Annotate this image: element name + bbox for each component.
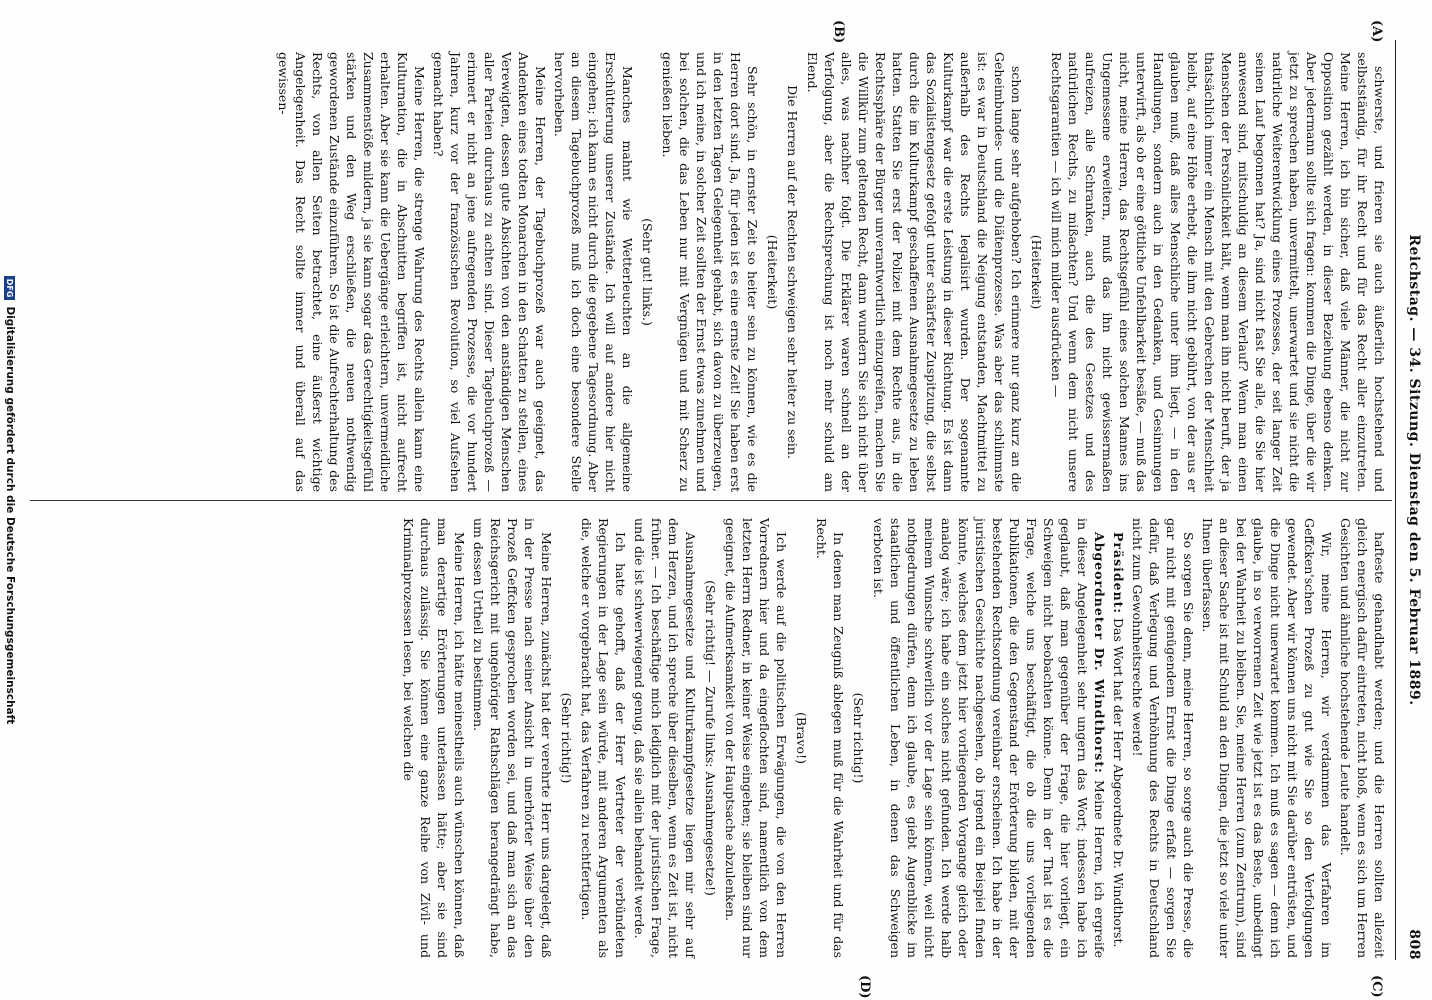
margin-note-a: (A) bbox=[1369, 20, 1384, 43]
body-paragraph: Ich werde auf die politischen Erwägungen, die von den Herren Vorrednern hier und da eingeflochten sind, namentlich von dem letzten Herrn Redner, in keiner Weise eingehen; sie bleiben sind nur geeignet, die Aufmerksamkeit von der Hauptsache abzulenken. bbox=[723, 518, 789, 958]
right-column bbox=[398, 518, 1388, 958]
body-paragraph: hafteste gehandhabt werden; und die Herren sollten allezeit gleich energisch dafür eintreten, nicht bloß, wenn es sich um Herren Gesichten und ähnliche hochstehende Leute handelt. bbox=[1338, 518, 1387, 958]
body-paragraph: Manches mahnt wie Wetterleuchten an die allgemeine Erschütterung unserer Zustände. Ich will auf andere hier nicht eingehen; ich kann es nicht durch die gegebene Tagesordnung. Aber an diesem Tagebuchprozeß muß ich doch eine besondere Stelle hervorheben. bbox=[552, 52, 635, 492]
footer-credit: Digitalisierung gefördert durch die Deutsche Forschungsgemeinschaft bbox=[4, 306, 16, 725]
speech-paragraph bbox=[1110, 518, 1127, 958]
page-header bbox=[1398, 40, 1424, 960]
speech-text: Das Wort hat der Herr Abgeordnete Dr. Windthorst. bbox=[1111, 618, 1126, 948]
body-paragraph: Wir, meine Herren, wir verdammen das Verfahren im Geffcken'schen Prozeß zu gut wie Sie so den Verfolgungen gewendet. Aber wir können uns nicht mit Sie darüber entrüsten, und die Dinge nicht unerwartet kommen. Ich muß es sagen — denn ich glaube, in so verworrenen Zeit wie jetzt ist es das Beste, unbedingt bei der Wahrheit zu bleiben. Sie, meine Herren (zum Zentrum), sind an dieser Sache ist mit Schuld an den Dingen, die jetzt so viele unter Ihnen überfassen. bbox=[1200, 518, 1334, 958]
body-paragraph: schon lange sehr aufgehoben? Ich erinnere nur ganz kurz an die Geheimbundes- und die Diätenprozesse. Was aber das schlimmste ist: es war in Deutschland die Neigung entstanden, Machtmittel zu außerhalb des Rechts legalisirt wurden. Der sogenannte Kulturkampf war die erste Leistung in dieser Richtung. Es ist dann das Sozialistengesetz gefolgt unter schärfster Zuspitzung, die selbst durch die im Kulturkampf geschaffenen Ausnahmegesetze zu leben hatten. Statten Sie erst der Polizei mit dem Rechte aus, in die Rechtssphäre der Bürger unverantwortlich einzugreifen, machen Sie die Willkür zum geltenden Recht, dann wundern Sie sich nicht über alles, was nachher folgt. Die Erklärer waren schnell an der Verfolgung, aber die Rechtsprechung ist noch mehr schuld am Elend. bbox=[805, 52, 1024, 492]
column-divider bbox=[30, 500, 1392, 501]
body-paragraph: Sehr schön, in ernster Zeit so heiter sein zu können, wie es die Herren dort sind. Ja, für jeden ist es eine ernste Zeit! Sie haben erst in den letzten Tagen Gelegenheit gehabt, sich davon zu überzeugen, und ich meine, in solcher Zeit sollten der Ernst etwas zunehmen und bei solchen, die das Leben nur mit Vergnügen und mit Scherz zu genießen lieben. bbox=[660, 52, 760, 492]
body-paragraph: schwerste, und frieren sie auch äußerlich hochstehend und selbstständig, für ihr Recht und für das Recht aller einzutreten. Meine Herren, ich bin sicher, daß viele Männer, die nicht zur Opposition gezählt werden, in dieser Beziehung ebenso denken. Aber jedermann sollte sich fragen: kommen die Dinge, über die wir jetzt zu sprechen haben, unvermittelt, unerwartet und sie nicht die natürliche Weiterentwicklung eines Prozesses, der seit langer Zeit seinen Lauf begonnen hat? Ja, sind nicht fast Sie alle, die Sie hier anwesend sind, mitschuldig an diesem Verlauf? Wenn man einen Menschen der Persönlichkeit hält, wenn man ihn nicht beruft, der ja thatsächlich immer ein Mensch mit den Gebrechen der Menschheit bleibt, auf eine Höhe erhebt, die ihm nicht gebührt, von der aus er glauben muß, daß alles Menschliche unter ihm liegt, — in den Handlungen, sondern auch in den Gedanken, und Gesinnungen unterwirft, als ob er eine göttliche Unfehlbarkeit besäße, — muß das nicht, meine Herren, das Rechtsgefühl eines solchen Mannes ins Ungemessene erweitern, muß das ihn nicht gewissermaßen aufreizen, alle Schranken, auch die des Gesetzes und des natürlichen Rechts, zu mißachten? Und wenn dem nicht unsere Rechtsgarantien — ich will mich milder ausdrücken — bbox=[1049, 52, 1387, 492]
speech-paragraph bbox=[870, 518, 1108, 958]
margin-note-c: (C) bbox=[1369, 975, 1384, 998]
body-paragraph: In denen man Zeugniß ablegen muß für die Wahrheit und für das Recht. bbox=[814, 518, 846, 958]
stage-direction: Die Herren auf der Rechten schweigen sehr heiter zu sein. bbox=[785, 85, 800, 459]
body-paragraph: Ausnahmegesetze und Kulturkampfgesetze liegen mir sehr auf dem Herzen, und ich spreche über dieselben, wenn es Zeit ist, nicht früher. — Ich beschäftige mich lediglich mit der juristischen Frage, und die ist schwerwiegend genug, daß sie allein behandelt werde. bbox=[632, 518, 698, 958]
body-paragraph: Meine Herren, der Tagebuchprozeß war auch geeignet, das Andenken eines todten Monarchen in den Schatten zu stellen, eines Verewigten, dessen gute Absichten von den anständigen Menschen aller Parteien durchaus zu achten sind. Dieser Tagebuchprozeß — erinnert er nicht an jene aufregenden Prozesse, die vor hundert Jahren, kurz vor der französischen Revolution, so viel Aufsehen gemacht haben? bbox=[431, 52, 548, 492]
speaker-name: Präsident: bbox=[1111, 532, 1126, 615]
body-paragraph: Meine Herren, ich hätte meinestheils auch wünschen können, daß man derartige Erörterungen unterlassen hätte; aber sie sind durchaus zulässig. Sie können eine ganze Reihe von Zivil- und Kriminalprozessen lesen, bei welchen die bbox=[401, 518, 467, 958]
stage-direction: (Sehr gut! links.) bbox=[640, 218, 655, 326]
left-column bbox=[273, 52, 1388, 492]
body-paragraph: Ich hatte gehofft, daß der Herr Vertreter der verbündeten Regierungen in der Lage sein würde, mit anderen Argumenten als die, welche er vorgebracht hat, das Verfahren zu rechtfertigen. bbox=[579, 518, 628, 958]
page-number: 808 bbox=[1406, 929, 1422, 960]
body-paragraph: Meine Herren, zunächst hat der verehrte Herr uns dargelegt, daß in der Presse nach seiner Ansicht in unerhörter Weise über den Prozeß Geffcken gesprochen worden sei, und daß man sich an das Reichsgericht mit ungehöriger Rathschlägen herangedrängt habe, um dessen Urtheil zu bestimmen. bbox=[471, 518, 554, 958]
body-paragraph: Meine Herren, die strenge Wahrung des Rechts allein kann eine Kulturnation, die in Abschnitten begriffen ist, nicht aufrecht erhalten. Aber sie kann die Uebergänge erleichtern, unvermeidliche Zusammenstöße mildern, ja sie kann sogar das Gerechtigkeitsgefühl stärken und den Weg erschließen, die neuen nothwendig gewordenen Zustände einzuführen. So ist die Aufrechterhaltung des Rechts, von allen Seiten betrachtet, eine äußerst wichtige Angelegenheit. Das Recht sollte immer und überall auf das gewissen- bbox=[276, 52, 427, 492]
stage-direction: (Sehr richtig!) bbox=[851, 692, 866, 784]
stage-direction: (Heiterkeit) bbox=[765, 234, 780, 310]
stage-direction: (Heiterkeit) bbox=[1029, 234, 1044, 310]
header-rule bbox=[1395, 40, 1396, 960]
page-footer bbox=[4, 0, 16, 1000]
stage-direction: (Sehr richtig! — Zurufe links: Ausnahmegesetze!) bbox=[703, 580, 718, 896]
speech-text: Meine Herren, ich ergreife in dieser Angelegenheit sehr ungern das Wort; indessen habe ich geglaubt, daß man gegenüber der Frage, die hier vorliegt, ein Schweigen nicht beobachten könne. Denn in der That ist es die Frage, welche uns beschäftigt, die ob die uns vorliegenden Publikationen, die den Gegenstand der Erörterung bilden, mit der bestehenden Rechtsordnung vereinbar erscheinen. Ich habe in der juristischen Geschichte nachgesehen, ob irgend ein Beispiel finden könnte, welches dem jetzt hier vorliegenden Vorgange gleich oder analog wäre; ich habe ein solches nicht gefunden. Ich werde halb meinem Wunsche schwerlich vor der Lage sein können, weil nicht nothgedrungen dürfen, denn ich glaube, es giebt Augenblicke im staatlichen und öffentlichen Leben, in denen das Schweigen verboten ist. bbox=[871, 518, 1107, 958]
margin-note-b: (B) bbox=[831, 20, 846, 44]
speaker-name: Abgeordneter Dr. Windthorst: bbox=[1092, 532, 1107, 774]
stage-direction: (Bravo!) bbox=[794, 712, 809, 764]
body-paragraph: So sorgen Sie denn, meine Herren, so sorge auch die Presse, die gar nicht mit genügendem Ernst die Dinge erfaßt — sorgen Sie dafür, daß Verlegung und Verhöhnung des Rechts in Deutschland nicht zum Gewohnheitsrechte werde! bbox=[1130, 518, 1196, 958]
margin-note-d: (D) bbox=[857, 975, 872, 999]
dfg-logo: DFG bbox=[5, 276, 16, 301]
page-title: Reichstag. — 34. Sitzung. Dienstag den 5. Februar 1889. bbox=[1406, 234, 1422, 706]
stage-direction: (Sehr richtig!) bbox=[559, 692, 574, 784]
